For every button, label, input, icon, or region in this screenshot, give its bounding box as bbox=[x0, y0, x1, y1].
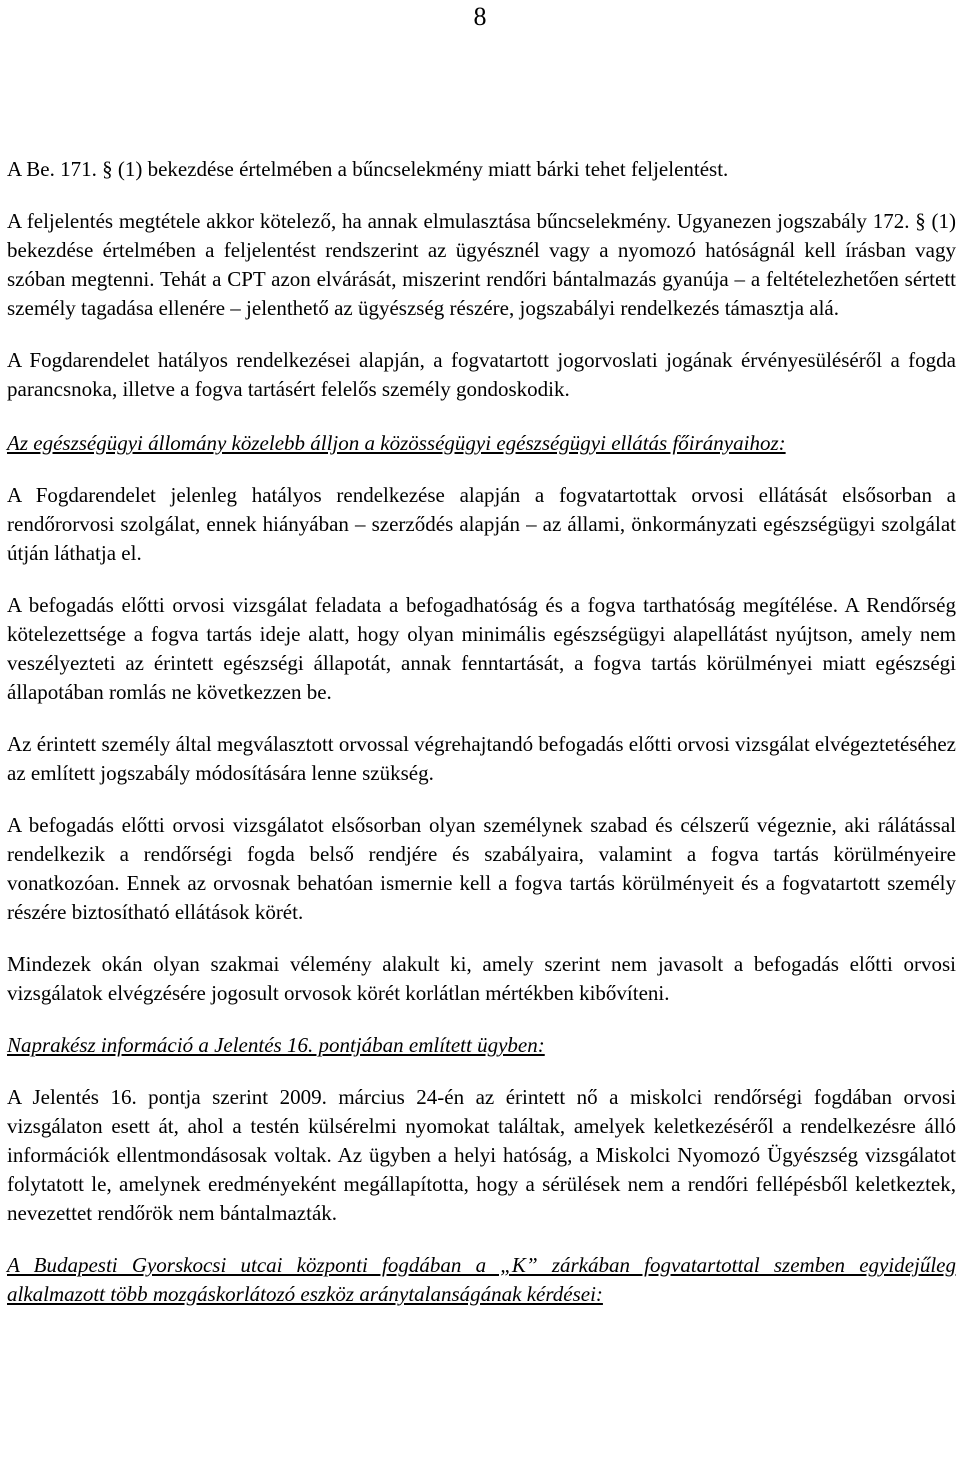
paragraph-jelentes-16: A Jelentés 16. pontja szerint 2009. március 24-én az érintett nő a miskolci rendőrségi fogdában orvosi vizsgálaton esett át, ahol a testén külsérelmi nyomokat találtak, amelyek keletkezéséről a rendelkezésre álló információk ellentmondásosak voltak. Az ügyben a helyi hatóság, a Miskolci Nyomozó Ügyészség vizsgálatot folytatott le, amelynek eredményeként megállapította, hogy a sérülések nem a rendőri fellépésből keletkeztek, nevezettet rendőrök nem bántalmazták. bbox=[7, 1085, 956, 1225]
section-heading-gyorskocsi: A Budapesti Gyorskocsi utcai központi fogdában a „K” zárkában fogvatartottal szemben egyidejűleg alkalmazott több mozgáskorlátozó eszköz aránytalanságának kérdései: bbox=[7, 1253, 956, 1306]
paragraph-szakmai-velemeny: Mindezek okán olyan szakmai vélemény alakult ki, amely szerint nem javasolt a befogadás előtti orvosi vizsgálatok elvégzésére jogosult orvosok körét korlátlan mértékben kibővíteni. bbox=[7, 952, 956, 1005]
paragraph-feljelentes: A feljelentés megtétele akkor kötelező, ha annak elmulasztása bűncselekmény. Ugyanezen jogszabály 172. § (1) bekezdése értelmében a feljelentést rendszerint az ügyésznél vagy a nyomozó hatóságnál kell írásban vagy szóban megtenni. Tehát a CPT azon elvárását, miszerint rendőri bántalmazás gyanúja – a feltételezhetően sértett személy tagadása ellenére – jelenthető az ügyészség részére, jogszabályi rendelkezés támasztja alá. bbox=[7, 209, 956, 320]
document-body bbox=[7, 155, 956, 1309]
paragraph-befogadas-orvos: A befogadás előtti orvosi vizsgálatot elsősorban olyan személynek szabad és célszerű végeznie, aki rálátással rendelkezik a rendőrségi fogda belső rendjére és szabályaira, valamint a fogva tartás körülményeire vonatkozóan. Ennek az orvosnak behatóan ismernie kell a fogva tartás körülményeit és a fogvatartott személy részére biztosítható ellátások körét. bbox=[7, 813, 956, 924]
paragraph-befogadas-vizsgalat: A befogadás előtti orvosi vizsgálat feladata a befogadhatóság és a fogva tarthatóság megítélése. A Rendőrség kötelezettsége a fogva tartás ideje alatt, hogy olyan minimális egészségügyi alapellátást nyújtson, amely nem veszélyezteti az érintett egészségi állapotát, annak fenntartását, a fogva tartás körülményei miatt egészségi állapotában romlás ne következzen be. bbox=[7, 593, 956, 704]
paragraph-orvosi-ellatas: A Fogdarendelet jelenleg hatályos rendelkezése alapján a fogvatartottak orvosi ellátását elsősorban a rendőrorvosi szolgálat, ennek hiányában – szerződés alapján – az állami, önkormányzati egészségügyi szolgálat útján láthatja el. bbox=[7, 483, 956, 565]
page-number: 8 bbox=[473, 2, 487, 31]
paragraph-jogorvoslat: A Fogdarendelet hatályos rendelkezései alapján, a fogvatartott jogorvoslati jogának érvényesüléséről a fogda parancsnoka, illetve a fogva tartásért felelős személy gondoskodik. bbox=[7, 348, 956, 401]
paragraph-valasztott-orvos: Az érintett személy által megválasztott orvossal végrehajtandó befogadás előtti orvosi vizsgálat elvégeztetéséhez az említett jogszabály módosítására lenne szükség. bbox=[7, 732, 956, 785]
paragraph-be-171: A Be. 171. § (1) bekezdése értelmében a bűncselekmény miatt bárki tehet feljelentést. bbox=[7, 157, 729, 181]
section-heading-naprakesz: Naprakész információ a Jelentés 16. pontjában említett ügyben: bbox=[7, 1033, 545, 1057]
section-heading-egeszsegugyi: Az egészségügyi állomány közelebb álljon a közösségügyi egészségügyi ellátás főirányaihoz: bbox=[7, 431, 786, 455]
